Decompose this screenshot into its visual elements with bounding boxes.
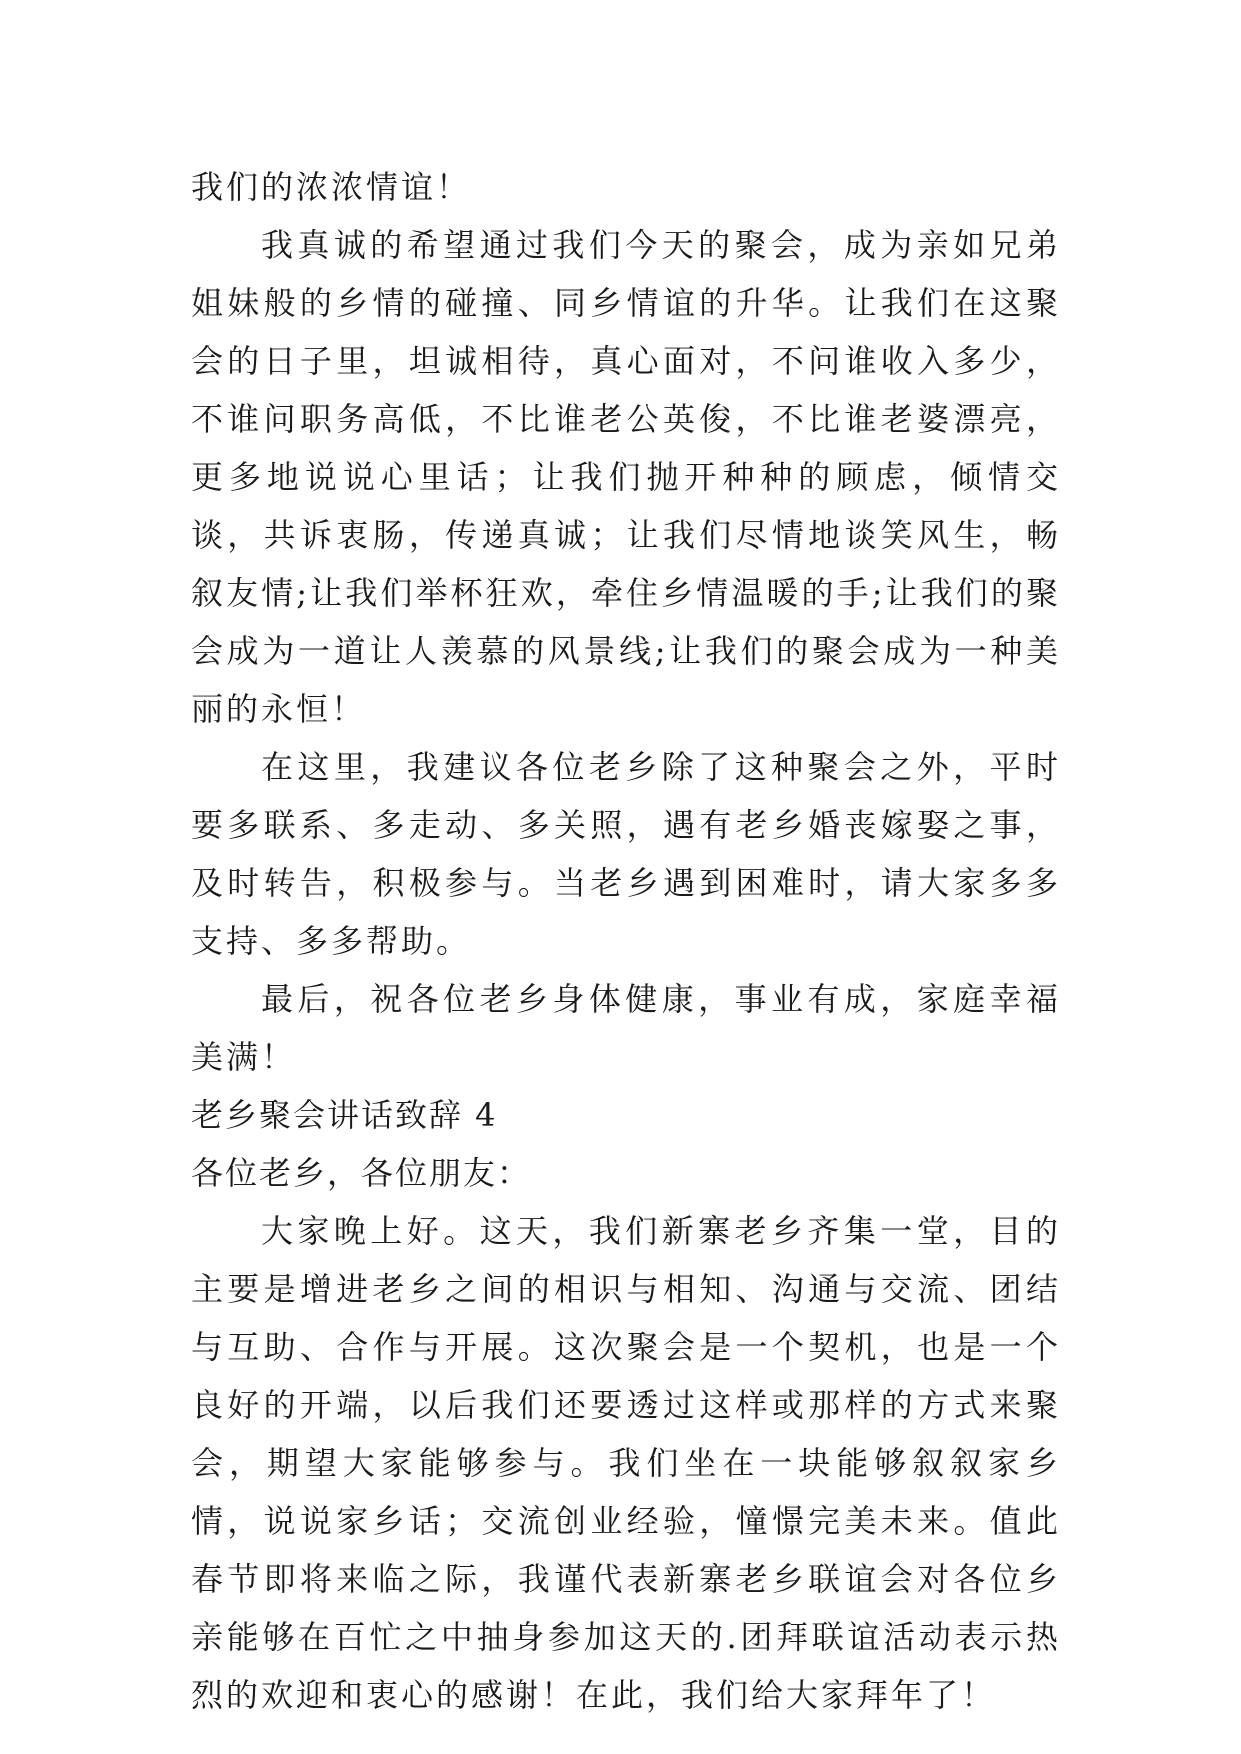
paragraph-1: 我们的浓浓情谊！ xyxy=(191,168,472,206)
paragraph-5: 大家晚上好。这天，我们新寨老乡齐集一堂，目的主要是增进老乡之间的相识与相知、沟通与交流、团结与互助、合作与开展。这次聚会是一个契机，也是一个良好的开端，以后我们还要透过这样或那样的方式来聚会，期望大家能够参与。我们坐在一块能够叙叙家乡情，说说家乡话；交流创业经验，憧憬完美未来。值此春节即将来临之际，我谨代表新寨老乡联谊会对各位乡亲能够在百忙之中抽身参加这天的.团拜联谊活动表示热烈的欢迎和衷心的感谢！在此，我们给大家拜年了！ xyxy=(191,1212,1061,1714)
paragraph-4: 最后，祝各位老乡身体健康，事业有成，家庭幸福美满！ xyxy=(191,980,1061,1076)
paragraph-2: 我真诚的希望通过我们今天的聚会，成为亲如兄弟姐妹般的乡情的碰撞、同乡情谊的升华。让我们在这聚会的日子里，坦诚相待，真心面对，不问谁收入多少，不谁问职务高低，不比谁老公英俊，不比谁老婆漂亮，更多地说说心里话；让我们抛开种种的顾虑，倾情交谈，共诉衷肠，传递真诚；让我们尽情地谈笑风生，畅叙友情;让我们举杯狂欢，牵住乡情温暖的手;让我们的聚会成为一道让人羡慕的风景线;让我们的聚会成为一种美丽的永恒！ xyxy=(191,226,1061,728)
section-title: 老乡聚会讲话致辞 4 xyxy=(191,1096,498,1134)
document-body xyxy=(191,158,1061,1724)
paragraph-3: 在这里，我建议各位老乡除了这种聚会之外，平时要多联系、多走动、多关照，遇有老乡婚丧嫁娶之事，及时转告，积极参与。当老乡遇到困难时，请大家多多支持、多多帮助。 xyxy=(191,748,1061,960)
salutation: 各位老乡，各位朋友： xyxy=(191,1154,532,1192)
